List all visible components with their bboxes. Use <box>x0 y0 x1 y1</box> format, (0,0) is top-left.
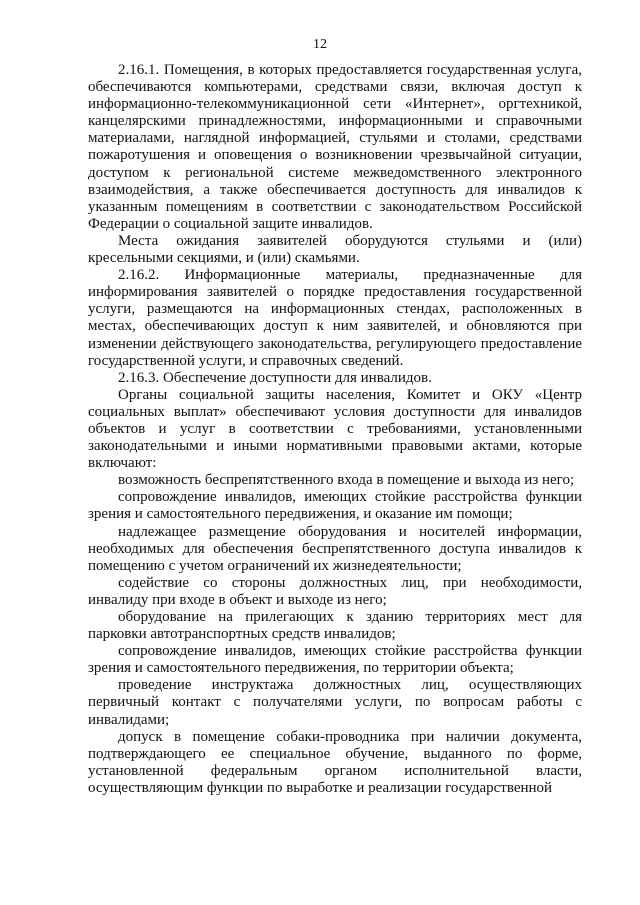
paragraph-social-protection-bodies: Органы социальной защиты населения, Комитет и ОКУ «Центр социальных выплат» обеспечивают условия доступности для инвалидов объектов и услуг в соответствии с требованиями, установленными законодательными и иными нормативными правовыми актами, которые включают: <box>88 386 582 472</box>
list-item-staff-briefing: проведение инструктажа должностных лиц, осуществляющих первичный контакт с получателями услуги, по вопросам работы с инвалидами; <box>88 677 582 728</box>
list-item-escort-assistance: сопровождение инвалидов, имеющих стойкие расстройства функции зрения и самостоятельного передвижения, и оказание им помощи; <box>88 489 582 523</box>
list-item-entrance: возможность беспрепятственного входа в помещение и выхода из него; <box>118 472 575 489</box>
paragraph-2-16-1: 2.16.1. Помещения, в которых предоставляется государственная услуга, обеспечиваются компьютерами, средствами связи, включая доступ к информационно-телекоммуникационной сети «Интернет», оргтехникой, канцелярскими принадлежностями, информационными и справочными материалами, наглядной информацией, стульями и столами, средствами пожаротушения и оповещения о возникновении чрезвычайной ситуации, доступом к региональной системе межведомственного электронного взаимодействия, а также обеспечивается доступность для инвалидов к указанным помещениям в соответствии с законодательством Российской Федерации о социальной защите инвалидов. <box>88 62 582 232</box>
list-item-guide-dog: допуск в помещение собаки-проводника при наличии документа, подтверждающего ее специальное обучение, выданного по форме, установленной федеральным органом исполнительной власти, осуществляющим функции по выработке и реализации государственной <box>88 728 582 796</box>
list-item-parking: оборудование на прилегающих к зданию территориях мест для парковки автотранспортных средств инвалидов; <box>88 609 582 643</box>
list-item-escort-territory: сопровождение инвалидов, имеющих стойкие расстройства функции зрения и самостоятельного передвижения, по территории объекта; <box>88 643 582 677</box>
page-number: 12 <box>313 37 327 52</box>
document-body <box>88 62 582 797</box>
list-item-equipment-placement: надлежащее размещение оборудования и носителей информации, необходимых для обеспечения беспрепятственного доступа инвалидов к помещению с учетом ограничений их жизнедеятельности; <box>88 523 582 574</box>
paragraph-2-16-2: 2.16.2. Информационные материалы, предназначенные для информирования заявителей о порядке предоставления государственной услуги, размещаются на информационных стендах, расположенных в местах, обеспечивающих доступ к ним заявителей, и обновляются при изменении действующего законодательства, регулирующего предоставление государственной услуги, и справочных сведений. <box>88 267 582 369</box>
paragraph-2-16-3: 2.16.3. Обеспечение доступности для инвалидов. <box>118 369 432 386</box>
list-item-official-assistance: содействие со стороны должностных лиц, при необходимости, инвалиду при входе в объект и выходе из него; <box>88 574 582 608</box>
paragraph-waiting-places: Места ожидания заявителей оборудуются стульями и (или) кресельными секциями, и (или) скамьями. <box>88 232 582 267</box>
